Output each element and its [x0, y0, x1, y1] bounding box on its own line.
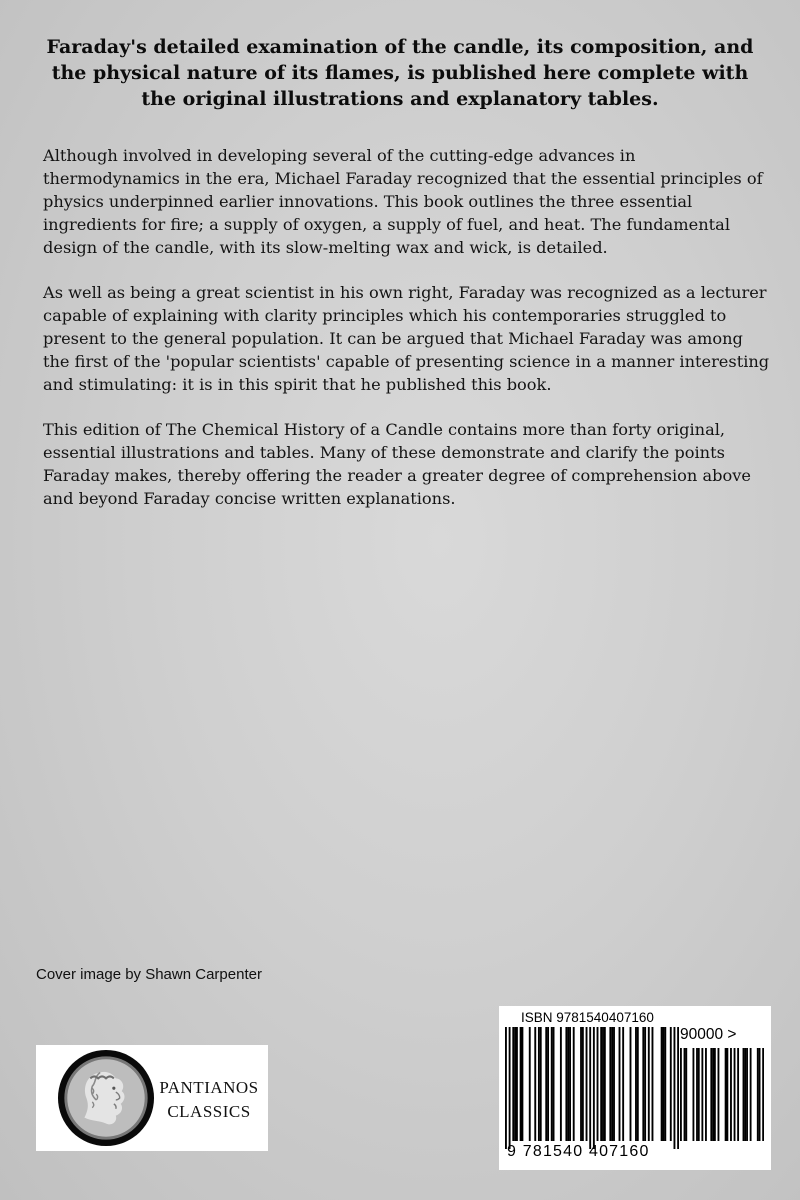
barcode-bar — [516, 1027, 518, 1141]
publisher-name — [154, 1076, 264, 1124]
barcode-bar — [698, 1048, 700, 1141]
barcode-bar — [705, 1048, 707, 1141]
barcode-bar — [696, 1048, 698, 1141]
cover-image-credit: Cover image by Shawn Carpenter — [36, 966, 262, 983]
isbn-label: ISBN 9781540407160 — [521, 1010, 654, 1025]
barcode-bar — [637, 1027, 639, 1141]
barcode-bar — [680, 1048, 682, 1141]
barcode-bar — [734, 1048, 736, 1141]
barcode-bar — [622, 1027, 624, 1141]
barcode-bar — [759, 1048, 761, 1141]
barcode-bar — [540, 1027, 542, 1141]
barcode-bar — [630, 1027, 632, 1141]
barcode-bar — [520, 1027, 522, 1141]
barcode-bar — [677, 1027, 679, 1149]
barcode-bar — [512, 1027, 514, 1141]
barcode-bar — [762, 1048, 764, 1141]
barcode-bar — [569, 1027, 571, 1141]
barcode-bar — [589, 1027, 591, 1149]
description-text — [43, 144, 773, 532]
barcode-bar — [746, 1048, 748, 1141]
barcode-bars — [505, 1027, 679, 1159]
description-paragraph: This edition of The Chemical History of a Candle contains more than forty original, essential illustrations and tables. Many of these demonstrate and clarify the points Faraday makes, thereby offering the reader a greater degree of comprehension above and beyond Faraday concise written explanations. — [43, 420, 751, 508]
barcode-bar — [684, 1048, 686, 1141]
barcode-bar — [737, 1048, 739, 1141]
barcode-bar — [586, 1027, 588, 1141]
barcode-bar — [580, 1027, 582, 1141]
barcode-bar — [725, 1048, 727, 1141]
barcode-bar — [514, 1027, 516, 1141]
barcode-bar — [545, 1027, 547, 1141]
barcode-bar — [534, 1027, 536, 1141]
publisher-name-line: CLASSICS — [167, 1102, 251, 1121]
barcode-bar — [593, 1027, 595, 1149]
barcode-bar — [538, 1027, 540, 1141]
barcode-bar — [505, 1027, 507, 1149]
isbn-barcode — [499, 1006, 771, 1170]
barcode-bar — [619, 1027, 621, 1141]
greek-coin-head-icon — [57, 1049, 155, 1147]
barcode-bar — [743, 1048, 745, 1141]
barcode-bar — [674, 1027, 676, 1149]
barcode-bar — [604, 1027, 606, 1141]
barcode-bar — [602, 1027, 604, 1141]
barcode-bar — [573, 1027, 575, 1141]
publisher-name-line: PANTIANOS — [159, 1078, 259, 1097]
barcode-bar — [750, 1048, 752, 1141]
barcode-bar — [553, 1027, 555, 1141]
barcode-digits: 9 781540 407160 — [507, 1143, 650, 1160]
barcode-bar — [718, 1048, 720, 1141]
barcode-bar — [730, 1048, 732, 1141]
publisher-logo — [36, 1045, 268, 1151]
barcode-bar — [597, 1027, 599, 1141]
barcode-bar — [744, 1048, 746, 1141]
barcode-bar — [613, 1027, 615, 1141]
description-paragraph: As well as being a great scientist in his own right, Faraday was recognized as a lecturer capable of explaining with clarity principles which his contemporaries struggled to present to the general population. It can be argued that Michael Faraday was among the first of the 'popular scientists' capable of presenting science in a manner interesting and stimulating: it is in this spirit that he published this book. — [43, 283, 770, 394]
barcode-bar — [582, 1027, 584, 1141]
barcode-bar — [509, 1027, 511, 1149]
barcode-bar — [661, 1027, 663, 1141]
barcode-bar — [611, 1027, 613, 1141]
barcode-bar — [693, 1048, 695, 1141]
barcode-bar — [685, 1048, 687, 1141]
barcode-bar — [600, 1027, 602, 1141]
description-paragraph: Although involved in developing several of the cutting-edge advances in thermodynamics in the era, Michael Faraday recognized that the essential principles of physics underpinned earlier innovations. This book outlines the three essential ingredients for fire; a supply of oxygen, a supply of fuel, and heat. The fundamental design of the candle, with its slow-melting wax and wick, is detailed. — [43, 146, 763, 257]
barcode-bar — [644, 1027, 646, 1141]
price-addon-bars — [680, 1048, 764, 1141]
barcode-bar — [712, 1048, 714, 1141]
barcode-bar — [642, 1027, 644, 1141]
barcode-bar — [609, 1027, 611, 1141]
barcode-bar — [670, 1027, 672, 1141]
barcode-bar — [701, 1048, 703, 1141]
barcode-bar — [547, 1027, 549, 1141]
barcode-bar — [529, 1027, 531, 1141]
barcode-bar — [663, 1027, 665, 1141]
barcode-bar — [521, 1027, 523, 1141]
barcode-bar — [567, 1027, 569, 1141]
barcode-bar — [565, 1027, 567, 1141]
barcode-bar — [757, 1048, 759, 1141]
barcode-bar — [635, 1027, 637, 1141]
back-cover-tagline: Faraday's detailed examination of the candle, its composition, and the physical nature of its flames, is published here complete with the original illustrations and explanatory tables. — [46, 36, 754, 110]
barcode-bar — [652, 1027, 654, 1141]
barcode-bar — [648, 1027, 650, 1141]
barcode-bar — [560, 1027, 562, 1141]
barcode-bar — [664, 1027, 666, 1141]
barcode-bar — [726, 1048, 728, 1141]
barcode-bar — [551, 1027, 553, 1141]
barcode-bar — [710, 1048, 712, 1141]
barcode-bar — [714, 1048, 716, 1141]
price-addon-label: 90000 > — [680, 1026, 737, 1043]
